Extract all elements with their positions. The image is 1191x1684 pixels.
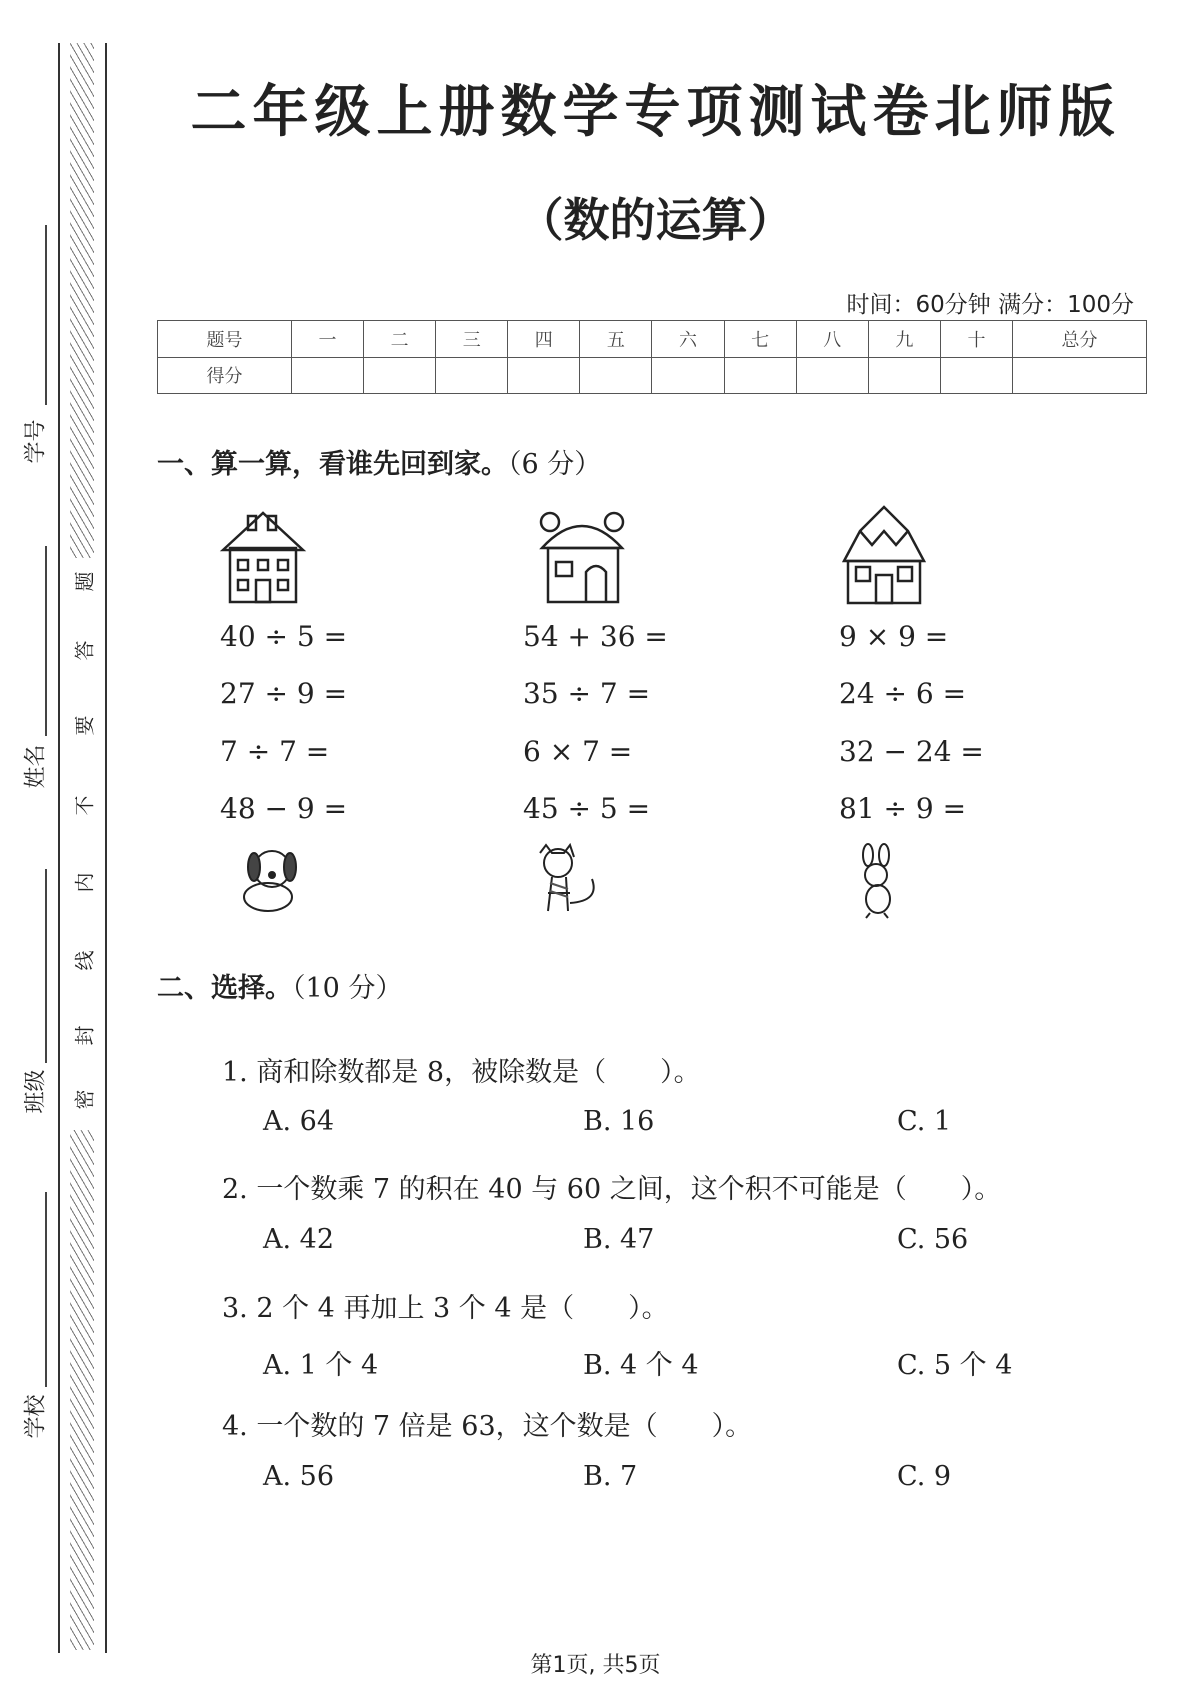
option-b[interactable]: B. 16 (583, 1106, 655, 1137)
table-header-cell: 四 (508, 321, 580, 358)
option-b[interactable]: B. 47 (583, 1224, 655, 1255)
time-info: 时间：60分钟 满分：100分 (846, 292, 1134, 318)
seal-char: 密 (72, 1089, 97, 1110)
option-c[interactable]: C. 56 (897, 1224, 969, 1255)
option-a[interactable]: A. 1 个 4 (263, 1350, 379, 1381)
question-1: 1. 商和除数都是 8，被除数是（ ）。 (222, 1057, 701, 1088)
score-cell[interactable] (1013, 357, 1147, 394)
dog-icon (232, 845, 306, 915)
student-id-label: 学号 (23, 419, 49, 464)
page-subtitle: （数的运算） (517, 193, 794, 247)
score-cell[interactable] (580, 357, 652, 394)
question-3: 3. 2 个 4 再加上 3 个 4 是（ ）。 (222, 1293, 669, 1324)
score-cell[interactable] (868, 357, 940, 394)
student-id-line[interactable] (45, 225, 47, 405)
option-c[interactable]: C. 5 个 4 (897, 1350, 1013, 1381)
section1-heading (157, 442, 601, 481)
table-header-cell: 九 (868, 321, 940, 358)
score-cell[interactable] (940, 357, 1012, 394)
equation: 54 + 36 = (523, 620, 668, 653)
row-label: 得分 (158, 357, 292, 394)
house-icon (536, 508, 628, 604)
cat-icon (528, 843, 604, 915)
section2-title: 二、选择。 (157, 973, 292, 1004)
score-cell[interactable] (291, 357, 363, 394)
score-cell[interactable] (508, 357, 580, 394)
house-icon (840, 505, 928, 605)
equation: 24 ÷ 6 = (839, 677, 967, 710)
school-label: 学校 (23, 1394, 49, 1439)
equation: 9 × 9 = (839, 620, 949, 653)
table-header-cell: 十 (940, 321, 1012, 358)
seal-char: 要 (72, 715, 97, 736)
class-line[interactable] (45, 869, 47, 1063)
equation: 7 ÷ 7 = (220, 735, 330, 768)
equation: 35 ÷ 7 = (523, 677, 651, 710)
equation: 6 × 7 = (523, 735, 633, 768)
score-table (157, 320, 1147, 394)
class-label: 班级 (23, 1069, 49, 1114)
option-a[interactable]: A. 42 (263, 1224, 335, 1255)
equation: 40 ÷ 5 = (220, 620, 348, 653)
table-header-cell: 一 (291, 321, 363, 358)
page-number: 第1页, 共5页 (530, 1653, 661, 1678)
seal-char: 内 (72, 872, 97, 893)
score-cell[interactable] (652, 357, 724, 394)
score-cell[interactable] (364, 357, 436, 394)
option-c[interactable]: C. 1 (897, 1106, 952, 1137)
seal-char: 答 (72, 640, 97, 661)
question-4: 4. 一个数的 7 倍是 63，这个数是（ ）。 (222, 1411, 753, 1442)
equation: 27 ÷ 9 = (220, 677, 348, 710)
seal-char: 不 (72, 795, 97, 816)
table-header-cell: 六 (652, 321, 724, 358)
option-a[interactable]: A. 56 (263, 1461, 335, 1492)
seal-char: 题 (72, 571, 97, 592)
seal-char: 封 (72, 1025, 97, 1046)
table-header-cell: 总分 (1013, 321, 1147, 358)
table-header-cell: 三 (436, 321, 508, 358)
option-c[interactable]: C. 9 (897, 1461, 952, 1492)
option-a[interactable]: A. 64 (263, 1106, 335, 1137)
school-line[interactable] (45, 1192, 47, 1387)
page-title: 二年级上册数学专项测试卷北师版 (190, 80, 1121, 145)
option-b[interactable]: B. 4 个 4 (583, 1350, 699, 1381)
seal-char: 线 (72, 950, 97, 971)
binding-hatch-bottom (70, 1130, 94, 1650)
table-header-cell: 题号 (158, 321, 292, 358)
rabbit-icon (850, 843, 906, 919)
equation: 48 − 9 = (220, 792, 348, 825)
equation: 45 ÷ 5 = (523, 792, 651, 825)
section1-points: （6 分） (508, 449, 602, 480)
score-cell[interactable] (724, 357, 796, 394)
name-label: 姓名 (23, 744, 49, 789)
section1-title: 一、算一算，看谁先回到家。 (157, 449, 508, 480)
score-cell[interactable] (796, 357, 868, 394)
house-icon (218, 508, 308, 604)
question-2: 2. 一个数乘 7 的积在 40 与 60 之间，这个积不可能是（ ）。 (222, 1174, 1002, 1205)
equation: 32 − 24 = (839, 735, 984, 768)
table-header-cell: 八 (796, 321, 868, 358)
table-header-cell: 五 (580, 321, 652, 358)
equation: 81 ÷ 9 = (839, 792, 967, 825)
table-header-cell: 七 (724, 321, 796, 358)
table-row (158, 321, 1147, 358)
binding-line-right (105, 43, 107, 1653)
binding-line-left (58, 43, 60, 1653)
score-cell[interactable] (436, 357, 508, 394)
name-line[interactable] (45, 546, 47, 736)
option-b[interactable]: B. 7 (583, 1461, 638, 1492)
table-header-cell: 二 (364, 321, 436, 358)
section2-points: （10 分） (292, 973, 403, 1004)
table-row (158, 357, 1147, 394)
section2-heading (157, 966, 402, 1005)
